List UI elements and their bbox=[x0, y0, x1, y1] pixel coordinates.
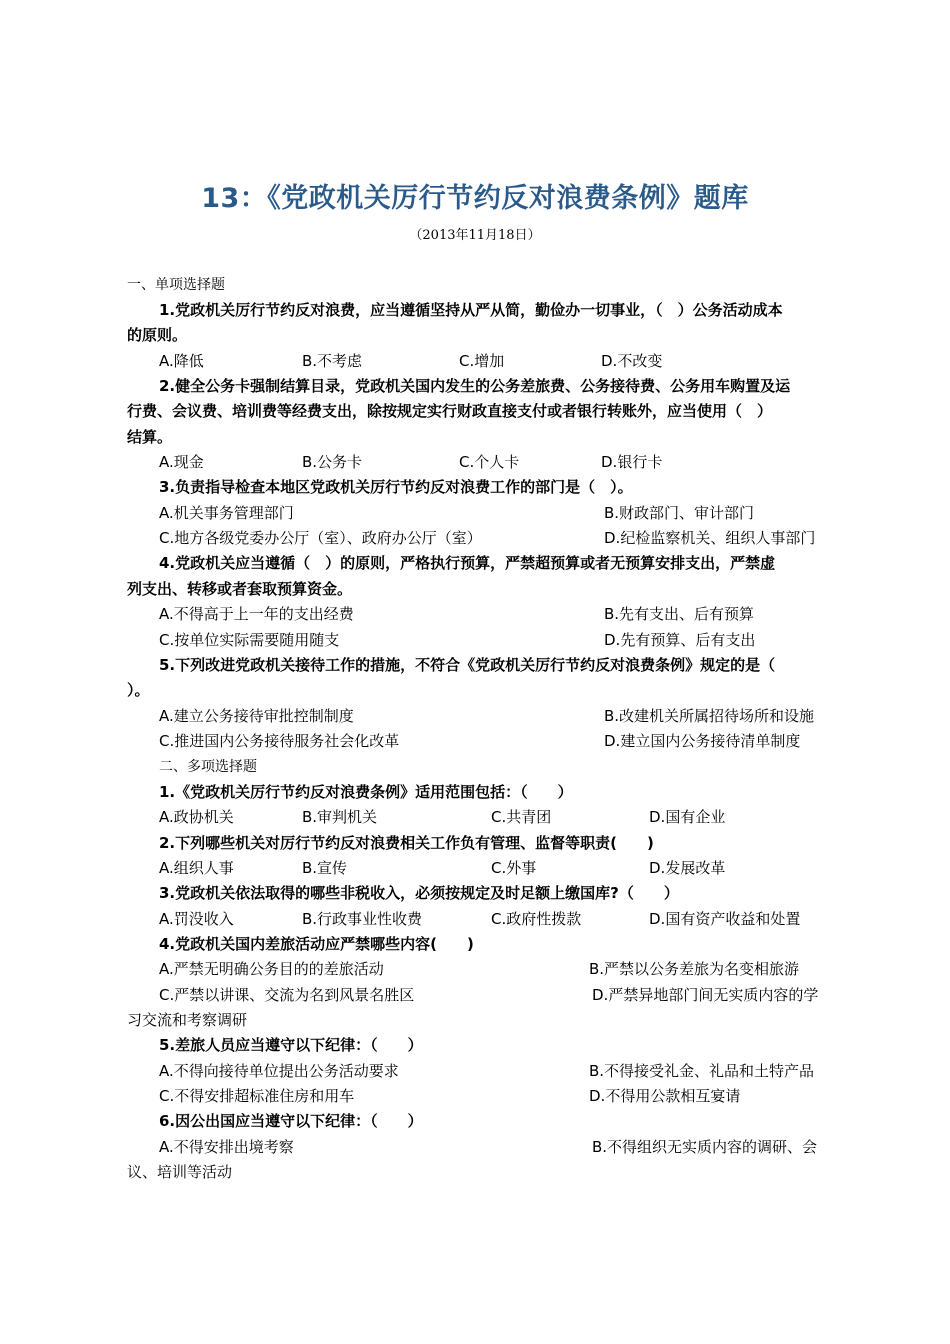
option-b: B.行政事业性收费 bbox=[302, 910, 423, 928]
question-text: 4.党政机关应当遵循（ ）的原则，严格执行预算，严禁超预算或者无预算安排支出，严禁虚 bbox=[159, 554, 776, 572]
option-a: A.不得安排出境考察 bbox=[159, 1138, 294, 1156]
question-text: 3.负责指导检查本地区党政机关厉行节约反对浪费工作的部门是（ ）。 bbox=[159, 478, 633, 496]
document-date: （2013年11月18日） bbox=[409, 228, 541, 243]
section-heading: 二、多项选择题 bbox=[159, 759, 257, 775]
option-b: B.不得接受礼金、礼品和土特产品 bbox=[589, 1062, 815, 1080]
question-text: 5.下列改进党政机关接待工作的措施，不符合《党政机关厉行节约反对浪费条例》规定的是（ bbox=[159, 656, 776, 674]
option-d: D.严禁异地部门间无实质内容的学 bbox=[592, 986, 819, 1004]
option-a: A.罚没收入 bbox=[159, 910, 234, 928]
section-heading: 一、单项选择题 bbox=[127, 277, 225, 293]
option-a: A.组织人事 bbox=[159, 859, 234, 877]
option-b: B.财政部门、审计部门 bbox=[604, 504, 755, 522]
option-b: B.严禁以公务差旅为名变相旅游 bbox=[589, 960, 800, 978]
option-c: C.个人卡 bbox=[459, 453, 520, 471]
option-d: D.建立国内公务接待清单制度 bbox=[604, 732, 801, 750]
option-c: C.不得安排超标准住房和用车 bbox=[159, 1087, 355, 1105]
question-text: ）。 bbox=[127, 681, 150, 699]
page-title: 13：《党政机关厉行节约反对浪费条例》题库 bbox=[201, 183, 749, 214]
option-a: A.建立公务接待审批控制制度 bbox=[159, 707, 354, 725]
option-a: A.不得高于上一年的支出经费 bbox=[159, 605, 354, 623]
option-b: B.宣传 bbox=[302, 859, 348, 877]
option-continuation: 议、培训等活动 bbox=[127, 1163, 233, 1181]
option-b: B.改建机关所属招待场所和设施 bbox=[604, 707, 815, 725]
option-c: C.推进国内公务接待服务社会化改革 bbox=[159, 732, 400, 750]
option-d: D.不改变 bbox=[601, 352, 663, 370]
option-a: A.政协机关 bbox=[159, 808, 234, 826]
option-c: C.地方各级党委办公厅（室）、政府办公厅（室） bbox=[159, 529, 482, 547]
option-d: D.发展改革 bbox=[649, 859, 726, 877]
option-c: C.按单位实际需要随用随支 bbox=[159, 631, 340, 649]
option-b: B.不考虑 bbox=[302, 352, 363, 370]
question-text: 5.差旅人员应当遵守以下纪律：（ ） bbox=[159, 1036, 423, 1054]
question-text: 3.党政机关依法取得的哪些非税收入，必须按规定及时足额上缴国库?（ ） bbox=[159, 884, 679, 902]
question-text: 列支出、转移或者套取预算资金。 bbox=[127, 580, 353, 598]
option-c: C.严禁以讲课、交流为名到风景名胜区 bbox=[159, 986, 415, 1004]
question-text: 行费、会议费、培训费等经费支出，除按规定实行财政直接支付或者银行转账外，应当使用（ ） bbox=[127, 402, 773, 420]
option-d: D.不得用公款相互宴请 bbox=[589, 1087, 741, 1105]
option-c: C.共青团 bbox=[491, 808, 552, 826]
question-text: 的原则。 bbox=[127, 326, 188, 344]
question-text: 4.党政机关国内差旅活动应严禁哪些内容( ) bbox=[159, 935, 474, 953]
option-b: B.不得组织无实质内容的调研、会 bbox=[592, 1138, 818, 1156]
option-b: B.先有支出、后有预算 bbox=[604, 605, 755, 623]
question-text: 1.《党政机关厉行节约反对浪费条例》适用范围包括：（ ） bbox=[159, 783, 573, 801]
question-text: 结算。 bbox=[127, 428, 173, 446]
question-text: 2.下列哪些机关对厉行节约反对浪费相关工作负有管理、监督等职责( ) bbox=[159, 834, 654, 852]
question-text: 6.因公出国应当遵守以下纪律：（ ） bbox=[159, 1112, 423, 1130]
option-b: B.审判机关 bbox=[302, 808, 378, 826]
option-c: C.增加 bbox=[459, 352, 505, 370]
option-a: A.机关事务管理部门 bbox=[159, 504, 294, 522]
option-a: A.严禁无明确公务目的的差旅活动 bbox=[159, 960, 384, 978]
option-d: D.国有资产收益和处置 bbox=[649, 910, 801, 928]
option-c: C.政府性拨款 bbox=[491, 910, 582, 928]
option-d: D.先有预算、后有支出 bbox=[604, 631, 756, 649]
option-a: A.降低 bbox=[159, 352, 204, 370]
option-d: D.国有企业 bbox=[649, 808, 726, 826]
option-continuation: 习交流和考察调研 bbox=[127, 1011, 248, 1029]
option-b: B.公务卡 bbox=[302, 453, 363, 471]
question-text: 2.健全公务卡强制结算目录，党政机关国内发生的公务差旅费、公务接待费、公务用车购置及运 bbox=[159, 377, 791, 395]
question-text: 1.党政机关厉行节约反对浪费，应当遵循坚持从严从简，勤俭办一切事业，（ ）公务活动成本 bbox=[159, 301, 783, 319]
option-a: A.不得向接待单位提出公务活动要求 bbox=[159, 1062, 399, 1080]
option-d: D.银行卡 bbox=[601, 453, 663, 471]
option-d: D.纪检监察机关、组织人事部门 bbox=[604, 529, 816, 547]
option-a: A.现金 bbox=[159, 453, 204, 471]
option-c: C.外事 bbox=[491, 859, 537, 877]
